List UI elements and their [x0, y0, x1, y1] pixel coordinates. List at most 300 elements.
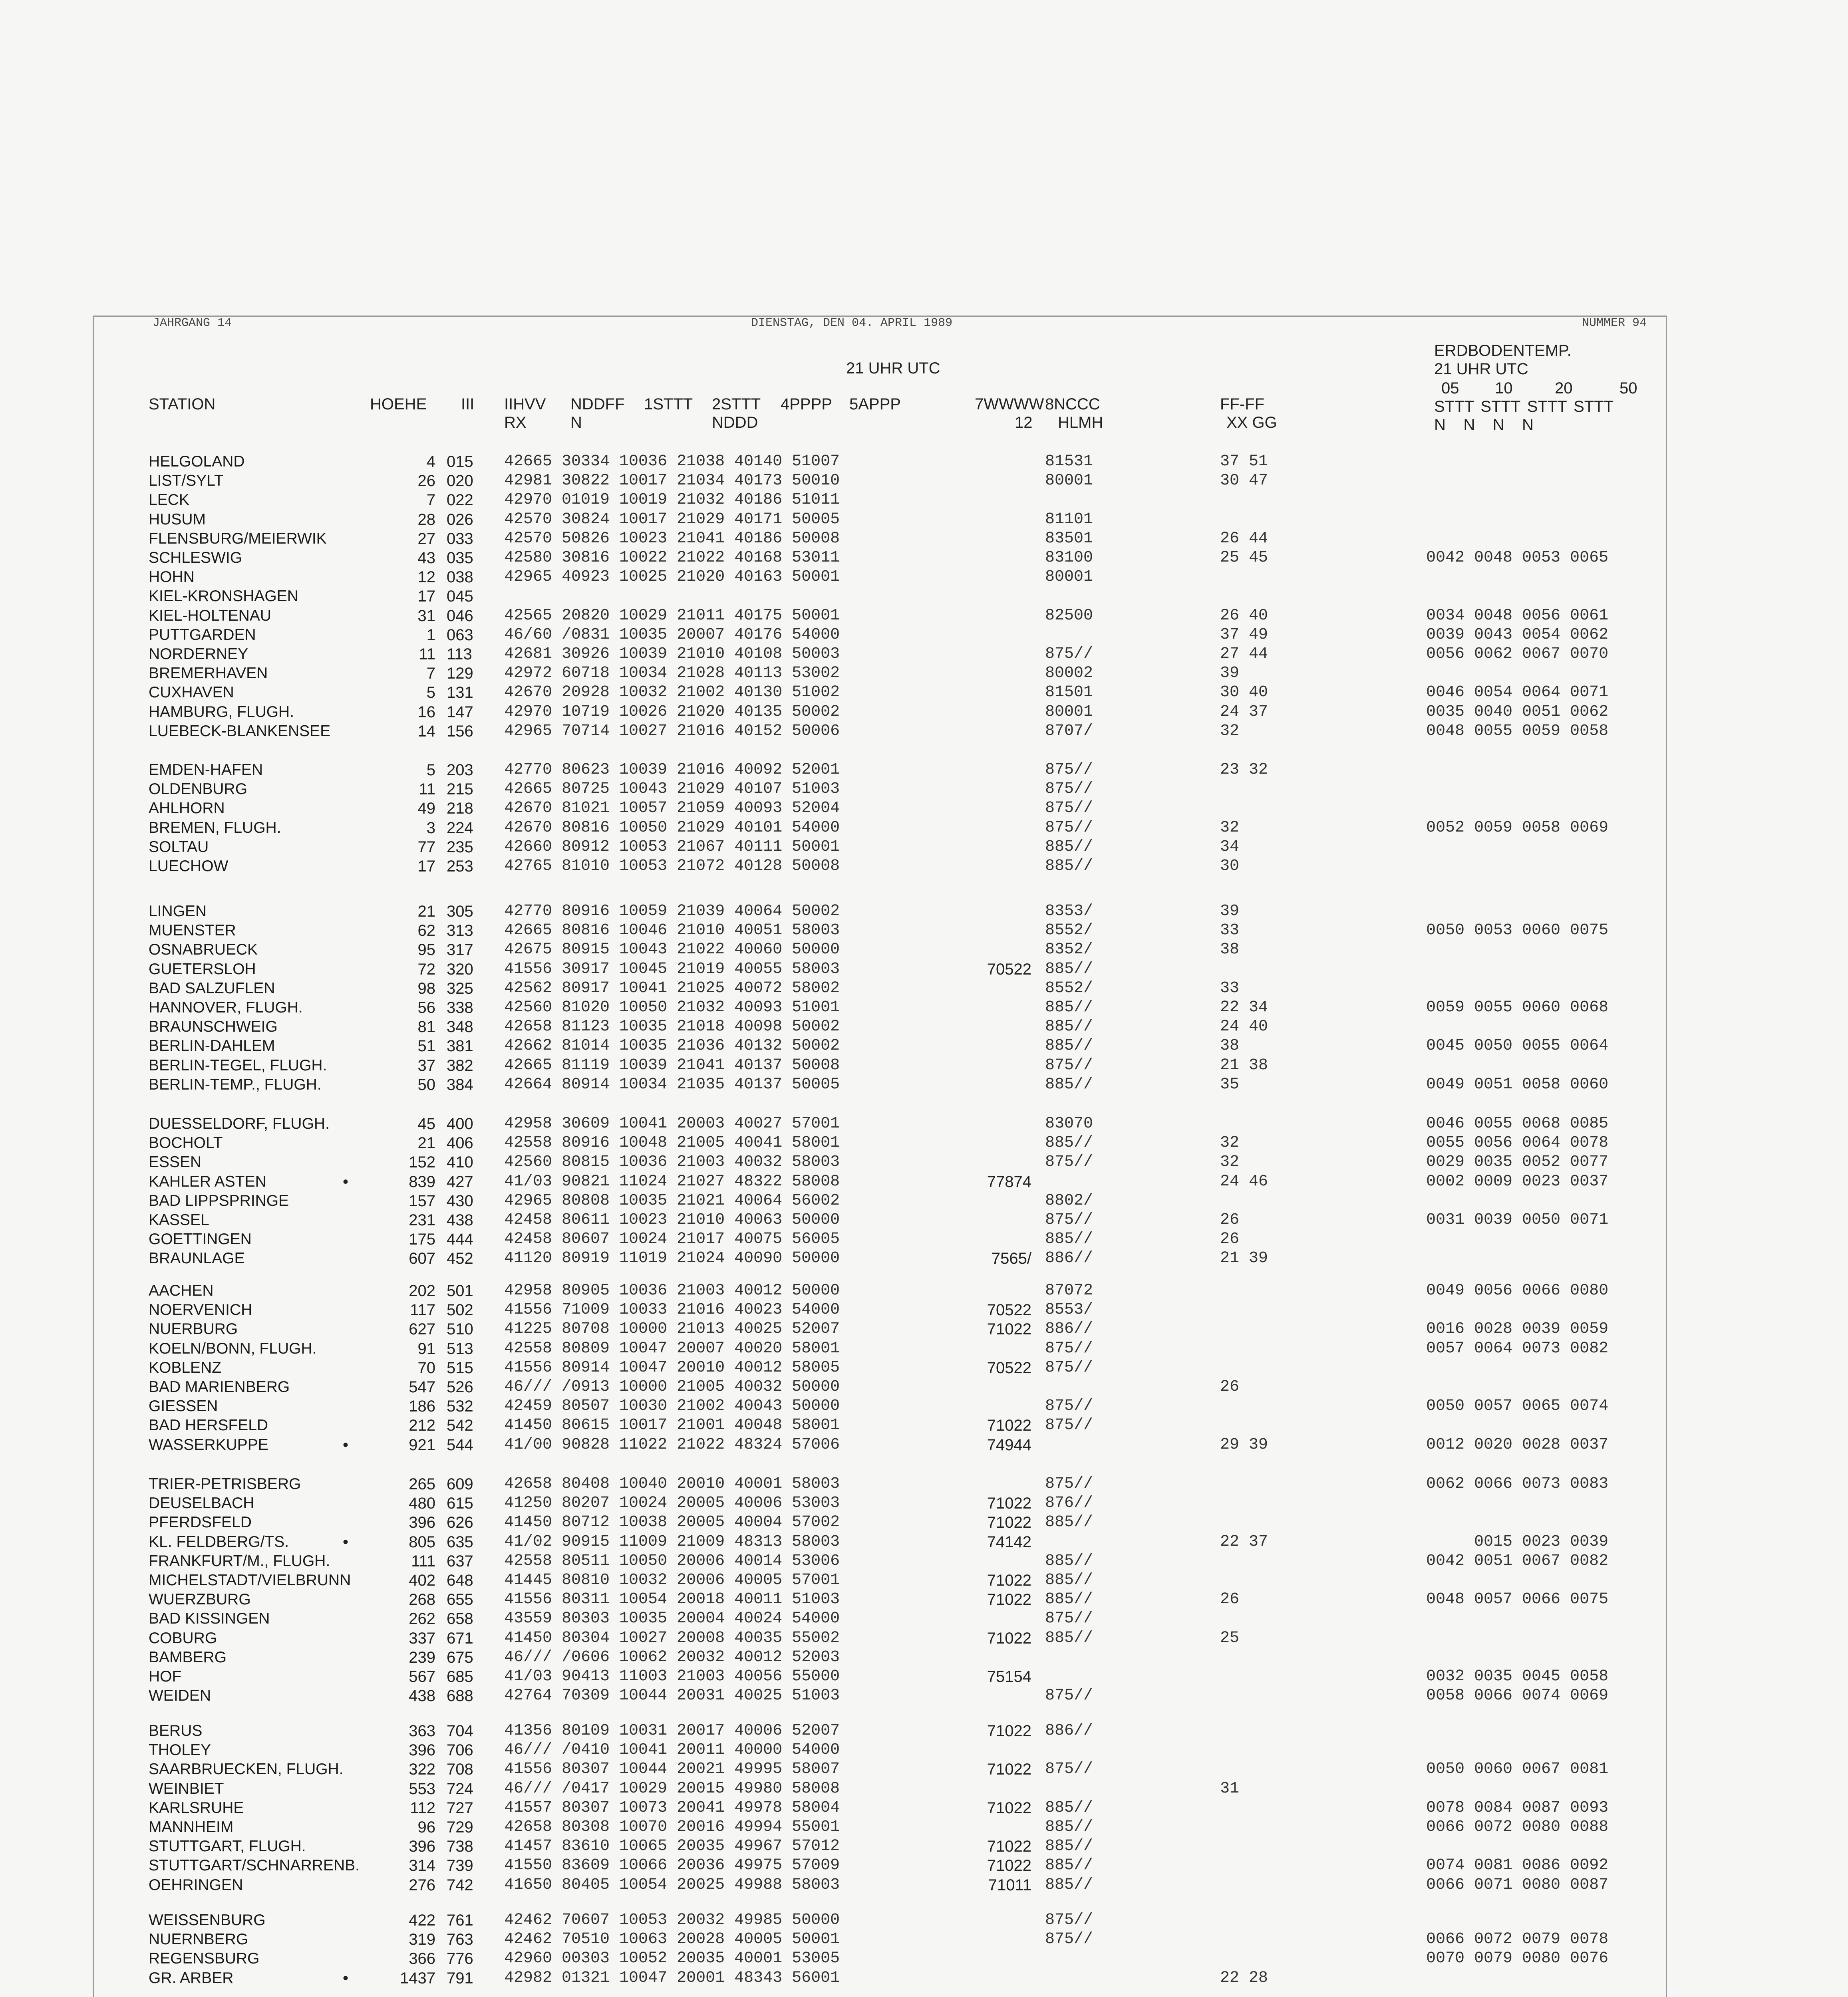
- synop-groups: 42670 81021 10057 21059 40093 52004: [504, 799, 840, 818]
- station-index: 253: [447, 858, 473, 875]
- station-height: 56: [417, 999, 435, 1016]
- station-height: 17: [417, 858, 435, 875]
- station-name: BAD HERSFELD: [149, 1417, 268, 1434]
- station-index: 510: [447, 1320, 473, 1338]
- synop-groups: 41556 30917 10045 21019 40055 58003: [504, 960, 840, 978]
- soil-temperatures: 0034 0048 0056 0061: [1426, 606, 1609, 625]
- 2sttt-heading: 2STTT: [712, 395, 761, 413]
- synop-groups: 41556 80307 10044 20021 49995 58007: [504, 1760, 840, 1779]
- station-name: BRAUNSCHWEIG: [149, 1018, 278, 1036]
- station-height: 14: [417, 722, 435, 740]
- station-index: 515: [447, 1359, 473, 1377]
- station-name: HELGOLAND: [149, 453, 245, 470]
- station-height: 27: [417, 530, 435, 548]
- synop-groups: 42770 80916 10059 21039 40064 50002: [504, 902, 840, 920]
- table-row: [0, 1552, 1848, 1571]
- table-row: [0, 548, 1848, 568]
- station-index: 026: [447, 510, 473, 528]
- table-row: [0, 722, 1848, 741]
- station-index: 761: [447, 1912, 473, 1929]
- station-name: HAMBURG, FLUGH.: [149, 703, 294, 721]
- station-height: 95: [417, 941, 435, 959]
- table-row: [0, 1949, 1848, 1968]
- station-height: 553: [409, 1780, 435, 1798]
- station-index: 129: [447, 665, 473, 683]
- iihvv-heading: IIHVV: [504, 395, 546, 413]
- station-height: 16: [417, 703, 435, 721]
- cloud-group: 83070: [1045, 1115, 1093, 1133]
- cloud-group: 81101: [1045, 510, 1093, 528]
- station-name: STUTTGART, FLUGH.: [149, 1838, 306, 1855]
- synop-groups: 41457 83610 10065 20035 49967 57012: [504, 1837, 840, 1856]
- table-row: [0, 780, 1848, 799]
- table-row: [0, 1648, 1848, 1667]
- table-row: [0, 1230, 1848, 1249]
- station-height: 921: [409, 1436, 435, 1454]
- cloud-group: 82500: [1045, 606, 1093, 625]
- synop-groups: 42658 81123 10035 21018 40098 50002: [504, 1018, 840, 1036]
- synop-groups: 41556 71009 10033 21016 40023 54000: [504, 1301, 840, 1319]
- station-name: WASSERKUPPE: [149, 1436, 268, 1453]
- gust-group: 22 37: [1220, 1532, 1268, 1551]
- table-row: [0, 1281, 1848, 1300]
- synop-groups: 41550 83609 10066 20036 49975 57009: [504, 1856, 840, 1875]
- table-row: [0, 1876, 1848, 1895]
- soil-temperatures: 0050 0057 0065 0074: [1426, 1397, 1609, 1415]
- date-label: DIENSTAG, DEN 04. APRIL 1989: [751, 316, 953, 330]
- weather-group: 71011: [988, 1876, 1031, 1894]
- soil-temperatures: 0048 0057 0066 0075: [1426, 1590, 1609, 1609]
- soil-temperatures: 0049 0051 0058 0060: [1426, 1075, 1609, 1094]
- gust-group: 27 44: [1220, 645, 1268, 663]
- soil-temperatures: 0012 0020 0028 0037: [1426, 1435, 1609, 1454]
- synop-groups: 42662 81014 10035 21036 40132 50002: [504, 1037, 840, 1055]
- cloud-group: 8552/: [1045, 921, 1093, 940]
- station-height: 1: [426, 626, 435, 644]
- station-name: NOERVENICH: [149, 1301, 252, 1319]
- cloud-group: 80001: [1045, 472, 1093, 490]
- synop-groups: 42570 30824 10017 21029 40171 50005: [504, 510, 840, 528]
- weather-group: 75154: [987, 1668, 1031, 1685]
- station-name: ESSEN: [149, 1153, 202, 1171]
- synop-groups: 42670 80816 10050 21029 40101 54000: [504, 818, 840, 837]
- weather-group: 71022: [987, 1572, 1031, 1589]
- station-name: MANNHEIM: [149, 1818, 234, 1836]
- cloud-group: 875//: [1045, 1687, 1093, 1705]
- mountain-station-marker: •: [343, 1173, 349, 1191]
- xxgg-heading: XX GG: [1226, 414, 1277, 431]
- station-height: 3: [426, 819, 435, 837]
- station-index: 203: [447, 761, 473, 779]
- cloud-group: 885//: [1045, 1798, 1093, 1817]
- weather-group: 74944: [987, 1436, 1031, 1454]
- station-index: 738: [447, 1838, 473, 1856]
- cloud-group: 875//: [1045, 1153, 1093, 1171]
- station-height: 152: [409, 1153, 435, 1171]
- soil-stt-labels: STTT STTT STTT STTT: [1434, 398, 1614, 415]
- time-heading: 21 UHR UTC: [846, 359, 940, 377]
- weather-group: 71022: [987, 1320, 1031, 1338]
- synop-groups: 42981 30822 10017 21034 40173 50010: [504, 472, 840, 490]
- station-height: 567: [409, 1668, 435, 1685]
- synop-groups: 46/// /0417 10029 20015 49980 58008: [504, 1779, 840, 1798]
- table-row: [0, 1172, 1848, 1191]
- station-index: 381: [447, 1037, 473, 1055]
- station-height: 26: [417, 472, 435, 490]
- table-row: [0, 1571, 1848, 1590]
- synop-groups: 42665 81119 10039 21041 40137 50008: [504, 1056, 840, 1074]
- table-row: [0, 1249, 1848, 1268]
- station-height: 547: [409, 1378, 435, 1396]
- synop-groups: 42965 70714 10027 21016 40152 50006: [504, 722, 840, 740]
- weather-group: 7565/: [991, 1250, 1031, 1268]
- station-height: 396: [409, 1838, 435, 1856]
- synop-groups: 42462 70510 10063 20028 40005 50001: [504, 1930, 840, 1949]
- soil-temperatures: 0062 0066 0073 0083: [1426, 1475, 1609, 1493]
- table-row: [0, 568, 1848, 587]
- station-name: MUENSTER: [149, 922, 236, 939]
- table-row: [0, 1930, 1848, 1949]
- station-name: SCHLESWIG: [149, 549, 242, 566]
- soil-temperatures: 0066 0072 0080 0088: [1426, 1818, 1609, 1836]
- iii-heading: III: [461, 395, 475, 413]
- cloud-group: 885//: [1045, 1856, 1093, 1875]
- cloud-group: 885//: [1045, 960, 1093, 978]
- station-name: KARLSRUHE: [149, 1799, 244, 1816]
- cloud-group: 875//: [1045, 1930, 1093, 1949]
- station-name: BAD MARIENBERG: [149, 1378, 290, 1396]
- station-name: HOF: [149, 1668, 182, 1685]
- station-index: 325: [447, 979, 473, 997]
- cloud-group: 885//: [1045, 1629, 1093, 1647]
- volume-label: JAHRGANG 14: [153, 316, 232, 330]
- station-index: 501: [447, 1282, 473, 1300]
- station-height: 72: [417, 960, 435, 978]
- cloud-group: 875//: [1045, 1610, 1093, 1628]
- station-index: 045: [447, 588, 473, 605]
- table-row: [0, 1779, 1848, 1798]
- table-row: [0, 1721, 1848, 1741]
- station-index: 763: [447, 1931, 473, 1949]
- gust-group: 34: [1220, 838, 1240, 856]
- station-index: 742: [447, 1876, 473, 1894]
- synop-groups: 41120 80919 11019 21024 40090 50000: [504, 1249, 840, 1268]
- table-row: [0, 799, 1848, 818]
- synop-groups: 42972 60718 10034 21028 40113 53002: [504, 664, 840, 683]
- station-name: LUECHOW: [149, 858, 229, 875]
- gust-group: 39: [1220, 664, 1240, 683]
- synop-groups: 46/60 /0831 10035 20007 40176 54000: [504, 625, 840, 644]
- station-height: 262: [409, 1610, 435, 1628]
- gust-group: 23 32: [1220, 761, 1268, 779]
- soil-temperatures: 0042 0048 0053 0065: [1426, 549, 1609, 567]
- table-row: [0, 1378, 1848, 1397]
- table-row: [0, 452, 1848, 471]
- synop-groups: 41/03 90413 11003 21003 40056 55000: [504, 1667, 840, 1685]
- station-height: 402: [409, 1572, 435, 1589]
- station-index: 022: [447, 491, 473, 509]
- station-index: 532: [447, 1398, 473, 1415]
- cloud-group: 875//: [1045, 799, 1093, 818]
- station-height: 111: [411, 1552, 435, 1570]
- synop-groups: 42664 80914 10034 21035 40137 50005: [504, 1075, 840, 1094]
- soil-temperatures: 0055 0056 0064 0078: [1426, 1134, 1609, 1152]
- station-height: 239: [409, 1648, 435, 1666]
- station-index: 704: [447, 1722, 473, 1740]
- cloud-group: 875//: [1045, 645, 1093, 663]
- station-index: 438: [447, 1211, 473, 1229]
- weather-group: 71022: [987, 1417, 1031, 1435]
- gust-group: 37 49: [1220, 625, 1268, 644]
- station-height: 276: [409, 1876, 435, 1894]
- table-row: [0, 1760, 1848, 1779]
- cloud-group: 87072: [1045, 1282, 1093, 1300]
- cloud-group: 83100: [1045, 549, 1093, 567]
- cloud-group: 885//: [1045, 1513, 1093, 1532]
- synop-groups: 46/// /0410 10041 20011 40000 54000: [504, 1741, 840, 1759]
- station-name: KAHLER ASTEN: [149, 1173, 266, 1190]
- table-row: [0, 1153, 1848, 1172]
- synop-groups: 41225 80708 10000 21013 40025 52007: [504, 1320, 840, 1338]
- station-index: 430: [447, 1192, 473, 1210]
- table-row: [0, 1475, 1848, 1494]
- synop-groups: 43559 80303 10035 20004 40024 54000: [504, 1610, 840, 1628]
- cloud-group: 886//: [1045, 1249, 1093, 1268]
- cloud-group: 875//: [1045, 818, 1093, 837]
- cloud-group: 875//: [1045, 1397, 1093, 1415]
- station-height: 91: [417, 1340, 435, 1358]
- station-index: 739: [447, 1857, 473, 1875]
- gust-group: 22 28: [1220, 1969, 1268, 1987]
- synop-groups: 41650 80405 10054 20025 49988 58003: [504, 1876, 840, 1894]
- station-name: BERUS: [149, 1722, 203, 1739]
- synop-groups: 41250 80207 10024 20005 40006 53003: [504, 1494, 840, 1513]
- soil-temperatures: 0050 0053 0060 0075: [1426, 921, 1609, 940]
- station-height: 839: [409, 1173, 435, 1191]
- weather-group: 71022: [987, 1629, 1031, 1647]
- weather-group: 71022: [987, 1799, 1031, 1817]
- gust-group: 30 40: [1220, 683, 1268, 702]
- station-index: 215: [447, 780, 473, 798]
- synop-groups: 46/// /0606 10062 20032 40012 52003: [504, 1648, 840, 1666]
- cloud-group: 886//: [1045, 1722, 1093, 1740]
- gust-group: 32: [1220, 722, 1240, 740]
- station-height: 319: [409, 1931, 435, 1949]
- soil-temperatures: 0056 0062 0067 0070: [1426, 645, 1609, 663]
- gust-group: 26: [1220, 1211, 1240, 1229]
- table-row: [0, 645, 1848, 664]
- station-name: NUERNBERG: [149, 1931, 248, 1948]
- soil-temperatures: 0050 0060 0067 0081: [1426, 1760, 1609, 1779]
- station-index: 063: [447, 626, 473, 644]
- station-index: 671: [447, 1629, 473, 1647]
- mountain-station-marker: •: [343, 1969, 349, 1987]
- table-row: [0, 1818, 1848, 1837]
- table-row: [0, 1017, 1848, 1036]
- table-row: [0, 606, 1848, 625]
- table-row: [0, 1494, 1848, 1513]
- table-row: [0, 1856, 1848, 1875]
- cloud-group: 885//: [1045, 1876, 1093, 1894]
- station-index: 658: [447, 1610, 473, 1628]
- 1sttt-heading: 1STTT: [644, 395, 693, 413]
- table-row: [0, 1339, 1848, 1358]
- synop-groups: 42665 80816 10046 21010 40051 58003: [504, 921, 840, 940]
- cloud-group: 886//: [1045, 1320, 1093, 1338]
- table-row: [0, 1837, 1848, 1856]
- synop-groups: 41/02 90915 11009 21009 48313 58003: [504, 1532, 840, 1551]
- station-height: 5: [426, 684, 435, 702]
- table-row: [0, 1667, 1848, 1686]
- table-row: [0, 1513, 1848, 1532]
- table-row: [0, 998, 1848, 1017]
- station-index: 615: [447, 1495, 473, 1513]
- station-index: 113: [447, 645, 472, 663]
- station-name: DUESSELDORF, FLUGH.: [149, 1115, 330, 1132]
- soil-temperatures: 0057 0064 0073 0082: [1426, 1339, 1609, 1358]
- station-name: MICHELSTADT/VIELBRUNN: [149, 1572, 351, 1589]
- station-index: 706: [447, 1741, 473, 1759]
- station-height: 31: [417, 607, 435, 625]
- station-height: 366: [409, 1950, 435, 1968]
- station-height: 265: [409, 1475, 435, 1493]
- station-height: 175: [409, 1231, 435, 1249]
- station-name: DEUSELBACH: [149, 1495, 254, 1512]
- soil-temperatures: 0032 0035 0045 0058: [1426, 1667, 1609, 1685]
- cloud-group: 875//: [1045, 1358, 1093, 1377]
- station-index: 348: [447, 1018, 473, 1036]
- station-height: 21: [417, 1134, 435, 1152]
- cloud-group: 83501: [1045, 529, 1093, 548]
- station-height: 96: [417, 1818, 435, 1836]
- weather-group: 70522: [987, 1359, 1031, 1377]
- depth-05: 05: [1441, 379, 1459, 397]
- station-name: BREMEN, FLUGH.: [149, 819, 281, 836]
- station-index: 637: [447, 1552, 473, 1570]
- issue-number: NUMMER 94: [1582, 316, 1647, 330]
- table-row: [0, 857, 1848, 876]
- station-name: OLDENBURG: [149, 780, 248, 798]
- station-height: 12: [417, 568, 435, 586]
- station-height: 81: [417, 1018, 435, 1036]
- synop-groups: 42558 80916 10048 21005 40041 58001: [504, 1134, 840, 1152]
- weather-group: 71022: [987, 1761, 1031, 1779]
- gust-group: 33: [1220, 921, 1240, 940]
- station-height: 62: [417, 922, 435, 940]
- soil-temperatures: 0015 0023 0039: [1426, 1532, 1609, 1551]
- station-name: WEIDEN: [149, 1687, 211, 1705]
- w12-heading: 12: [1015, 414, 1033, 431]
- synop-groups: 42458 80611 10023 21010 40063 50000: [504, 1211, 840, 1229]
- station-name: BERLIN-TEMP., FLUGH.: [149, 1076, 322, 1093]
- synop-groups: 42958 80905 10036 21003 40012 50000: [504, 1282, 840, 1300]
- cloud-group: 885//: [1045, 838, 1093, 856]
- synop-groups: 42570 50826 10023 21041 40186 50008: [504, 529, 840, 548]
- station-height: 7: [426, 665, 435, 683]
- station-name: NORDERNEY: [149, 645, 248, 663]
- gust-group: 26: [1220, 1590, 1240, 1609]
- station-name: TRIER-PETRISBERG: [149, 1475, 301, 1493]
- station-index: 224: [447, 819, 473, 837]
- station-name: KASSEL: [149, 1211, 209, 1229]
- table-row: [0, 1741, 1848, 1760]
- station-name: NUERBURG: [149, 1320, 238, 1338]
- synop-groups: 42458 80607 10024 21017 40075 56005: [504, 1230, 840, 1249]
- soil-n-labels: N N N N: [1434, 416, 1534, 434]
- synop-groups: 42960 00303 10052 20035 40001 53005: [504, 1949, 840, 1968]
- station-height: 112: [410, 1799, 435, 1817]
- weather-group: 74142: [987, 1533, 1031, 1551]
- station-height: 231: [409, 1211, 435, 1229]
- table-row: [0, 1075, 1848, 1094]
- gust-group: 37 51: [1220, 453, 1268, 470]
- station-index: 305: [447, 903, 473, 920]
- station-height: 45: [417, 1115, 435, 1133]
- cloud-group: 875//: [1045, 1760, 1093, 1779]
- station-height: 314: [409, 1857, 435, 1875]
- station-height: 337: [409, 1629, 435, 1647]
- gust-group: 31: [1220, 1779, 1240, 1798]
- table-row: [0, 902, 1848, 921]
- station-index: 427: [447, 1173, 473, 1191]
- station-name: EMDEN-HAFEN: [149, 761, 263, 778]
- table-row: [0, 1435, 1848, 1455]
- gust-group: 21 39: [1220, 1249, 1268, 1268]
- table-row: [0, 760, 1848, 780]
- station-index: 675: [447, 1648, 473, 1666]
- cloud-group: 885//: [1045, 1818, 1093, 1836]
- soil-temperatures: 0070 0079 0080 0076: [1426, 1949, 1609, 1968]
- synop-groups: 41/00 90828 11022 21022 48324 57006: [504, 1435, 840, 1454]
- cloud-group: 875//: [1045, 761, 1093, 779]
- cloud-group: 8352/: [1045, 941, 1093, 959]
- synop-groups: 42965 40923 10025 21020 40163 50001: [504, 568, 840, 586]
- table-row: [0, 818, 1848, 838]
- station-height: 268: [409, 1591, 435, 1609]
- weather-group: 71022: [987, 1495, 1031, 1513]
- gust-group: 26 40: [1220, 606, 1268, 625]
- synop-groups: 42560 81020 10050 21032 40093 51001: [504, 998, 840, 1016]
- table-row: [0, 979, 1848, 998]
- cloud-group: 8552/: [1045, 979, 1093, 997]
- station-height: 363: [409, 1722, 435, 1740]
- station-height: 43: [417, 549, 435, 567]
- 7wwww-heading: 7WWWW: [975, 395, 1044, 413]
- nddff-heading: NDDFF: [570, 395, 625, 413]
- station-index: 156: [447, 722, 473, 740]
- mountain-station-marker: •: [343, 1533, 349, 1551]
- soil-temperatures: 0016 0028 0039 0059: [1426, 1320, 1609, 1338]
- station-name: BAD KISSINGEN: [149, 1610, 270, 1628]
- station-index: 384: [447, 1076, 473, 1094]
- station-height: 805: [409, 1533, 435, 1551]
- synop-groups: 42560 80815 10036 21003 40032 58003: [504, 1153, 840, 1171]
- table-row: [0, 960, 1848, 979]
- station-index: 708: [447, 1761, 473, 1779]
- station-name: KOELN/BONN, FLUGH.: [149, 1340, 317, 1357]
- station-name: HUSUM: [149, 510, 206, 528]
- table-row: [0, 1798, 1848, 1818]
- synop-groups: 42459 80507 10030 21002 40043 50000: [504, 1397, 840, 1415]
- cloud-group: 80001: [1045, 568, 1093, 586]
- soil-temperatures: 0048 0055 0059 0058: [1426, 722, 1609, 740]
- synop-groups: 42982 01321 10047 20001 48343 56001: [504, 1969, 840, 1987]
- cloud-group: 81531: [1045, 453, 1093, 470]
- station-name: OSNABRUECK: [149, 941, 258, 959]
- station-name: LECK: [149, 491, 189, 509]
- station-name: BERLIN-TEGEL, FLUGH.: [149, 1056, 327, 1074]
- cloud-group: 885//: [1045, 1037, 1093, 1055]
